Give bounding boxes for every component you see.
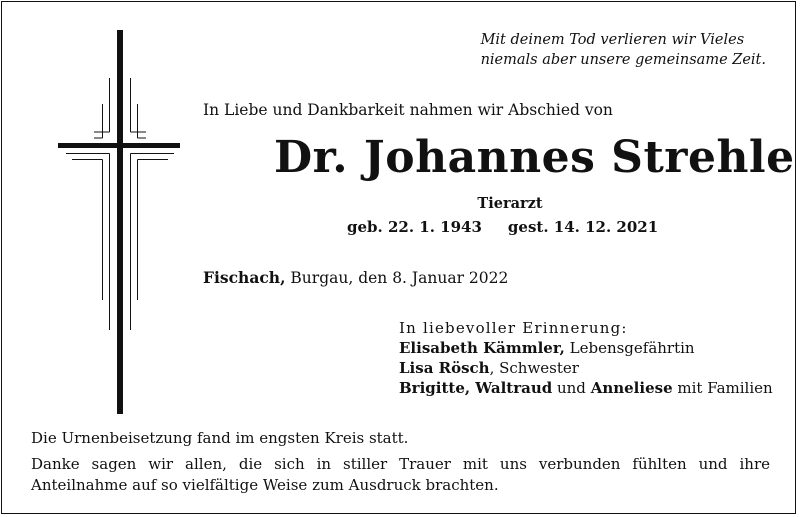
family-names-1: Brigitte, Waltraud	[399, 379, 553, 397]
death-date: gest. 14. 12. 2021	[507, 218, 659, 236]
place-date	[203, 268, 508, 287]
mourner-relation: , Schwester	[489, 359, 579, 377]
mourner-row	[399, 358, 773, 378]
life-dates	[347, 218, 658, 236]
profession: Tierarzt	[477, 195, 543, 212]
place-date-rest: Burgau, den 8. Januar 2022	[285, 269, 509, 287]
motto-quote	[481, 30, 766, 70]
memory-label: In liebevoller Erinnerung:	[399, 319, 628, 337]
mourner-row	[399, 338, 773, 358]
family-suffix: mit Familien	[672, 379, 773, 397]
burial-note: Die Urnenbeisetzung fand im engsten Kreis statt.	[31, 429, 409, 447]
motto-line-2: niemals aber unsere gemeinsame Zeit.	[480, 52, 766, 68]
profession-line	[0, 195, 800, 212]
mourner-family-row	[399, 378, 773, 398]
place-name: Fischach,	[203, 268, 286, 287]
mourner-name: Lisa Rösch	[399, 359, 490, 377]
cross-icon	[56, 30, 182, 416]
deceased-name: Dr. Johannes Strehle	[274, 132, 795, 183]
family-and: und	[552, 379, 591, 397]
family-names-2: Anneliese	[590, 379, 673, 397]
mourner-name: Elisabeth Kämmler,	[399, 339, 565, 357]
mourners-block	[399, 318, 773, 398]
thanks-note: Danke sagen wir allen, die sich in stiller Trauer mit uns verbunden fühlten und ihre Anteilnahme auf so vielfältige Weise zum Ausdruck brachten.	[31, 455, 770, 494]
intro-text: In Liebe und Dankbarkeit nahmen wir Abschied von	[203, 101, 613, 119]
motto-line-1: Mit deinem Tod verlieren wir Vieles	[480, 32, 745, 48]
birth-date: geb. 22. 1. 1943	[347, 218, 482, 236]
mourner-relation: Lebensgefährtin	[564, 339, 695, 357]
